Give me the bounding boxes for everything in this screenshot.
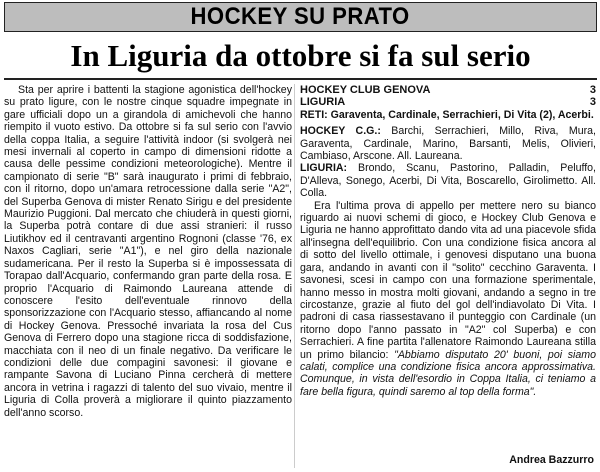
left-column <box>4 84 292 419</box>
away-team-name: LIGURIA <box>300 96 346 109</box>
score-row-away <box>300 96 596 108</box>
away-team-score: 3 <box>589 96 596 109</box>
section-title: HOCKEY SU PRATO <box>190 3 411 30</box>
home-team-name: HOCKEY CLUB GENOVA <box>300 84 431 96</box>
away-lineup <box>300 162 596 199</box>
home-lineup <box>300 125 596 162</box>
home-lineup-players: Barchi, Serrachieri, Millo, Riva, Mura, Garaventa, Cardinale, Marino, Barsanti, Melis, Olivieri, Cambiaso, Arscone. All. Laureana. <box>300 125 596 163</box>
left-article-text: Sta per aprire i battenti la stagione agonistica dell'hockey su prato ligure, con le nostre cinque squadre impegnate in gare ufficiali dopo un a girandola di amichevoli che hanno riempito il vuoto estivo. Da ottobre si fa sul serio con l'avvio della coppa Italia, a seguire l'attività indoor (si svolgerà nei mesi invernali al coperto in campo di dimensioni ridotte a causa delle pessime condizioni meteorologiche). Mentre il campionato di serie "B" sarà inaugurato i primi di febbraio, con il ritorno, dopo un'amara retrocessione dalla serie "A2", del Superba Genova di mister Renato Sirigu e del presidente Maurizio Puggioni. Dal mercato che chiuderà in questi giorni, la Superba potrà contare di due assi stranieri: il russo Liutikhov ed il centravanti argentino Rognoni (classe '76, ex Naxos Cagliari, serie "A1"), e nel giro della nazionale sudamericana. Per il resto la Superba si è impossessata di Torapao dall'Acquario, confermando gran parte della rosa. E proprio l'Acquario di Raimondo Laureana attende di conoscere l'esito dell'eventuale rinnovo della sponsorizzazione con l'Acquario stesso, affiancando al nome di Hockey Genova. Pressoché invariata la rosa del Cus Genova di Ferrero dopo una stagione ricca di soddisfazione, macchiata con il neo di un finale negativo. Da verificare le condizioni delle due compagini savonesi: il giovane e rampante Savona di Luciano Pinna cercherà di mettere ancora in vetrina i ragazzi di talento del suo vivaio, mentre il Liguria di Colla proverà a migliorare il quinto piazzamento dell'anno scorso. <box>4 84 292 419</box>
section-banner <box>4 2 597 32</box>
coach-quote: "Abbiamo disputato 20' buoni, poi siamo calati, complice una condizione fisica ancora approssimativa. Comunque, in vista dell'esordio in Coppa Italia, ci teniamo a fare bella figura, quindi saremo al top della forma". <box>300 348 596 398</box>
away-lineup-label: LIGURIA: <box>300 162 348 175</box>
home-team-score: 3 <box>589 84 596 96</box>
right-column <box>300 84 596 398</box>
headline <box>4 34 597 78</box>
headline-text: In Liguria da ottobre si fa sul serio <box>70 38 531 73</box>
right-article-text <box>300 200 596 399</box>
right-article-body: Era l'ultima prova di appello per mettere nero su bianco riguardo ai nuovi schemi di gioco, e Hockey Club Genova e Liguria ne hanno approfittato dando vita ad una piacevole sfida all'insegna dell'equilibrio. Con una condizione fisica ancora al di sotto del livello ottimale, i genovesi disputano una buona gara, andando in avanti con il "solito" cecchino Garaventa. I savonesi, scesi in campo con una formazione sperimentale, hanno messo in mostra molti giovani, andando a segno in tre circostanze, grazie al fiuto del gol dell'indiavolato Di Vita. I padroni di casa riassestavano il punteggio con Cardinale (un ritorno dopo l'anno passato in "A2" col Superba) e con Serrachieri. A fine partita l'allenatore Raimondo Laureana stilla un primo bilancio: <box>300 199 596 361</box>
away-lineup-players: Brondo, Scanu, Pastorino, Palladin, Peluffo, D'Alleva, Sonego, Acerbi, Di Vita, Boscarello, Girolimetto. All. Colla. <box>300 162 596 200</box>
headline-rule <box>4 78 597 80</box>
author-byline: Andrea Bazzurro <box>509 454 594 466</box>
column-divider <box>294 84 295 468</box>
score-row-home <box>300 84 596 96</box>
home-lineup-label: HOCKEY C.G.: <box>300 125 381 138</box>
goal-scorers: RETI: Garaventa, Cardinale, Serrachieri, Di Vita (2), Acerbi. <box>300 108 594 121</box>
